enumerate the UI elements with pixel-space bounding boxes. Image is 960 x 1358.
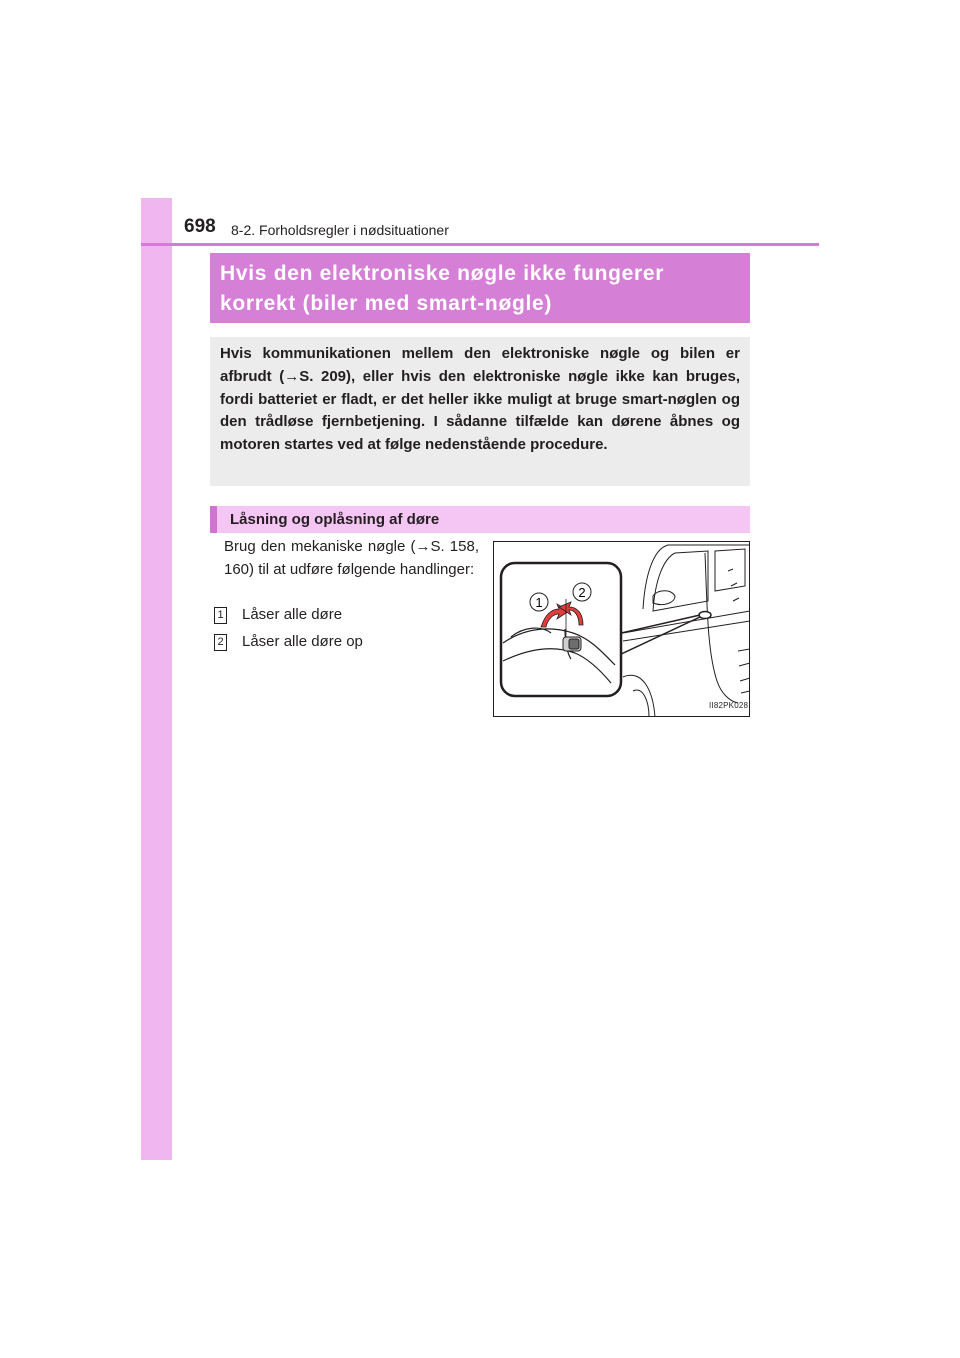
callout-2-label: 2 [578,585,586,600]
body-text-part2: S. 158, 160) til at udføre følgende handlinger: [224,538,479,578]
key-cylinder-icon [563,637,581,651]
page-number: 698 [184,216,216,237]
callout-1-label: 1 [535,595,543,610]
step-text-1: Låser alle døre [242,606,343,623]
step-number-2: 2 [214,634,227,651]
section-title-line2: korrekt (biler med smart-nøgle) [220,292,553,315]
header-rule [141,243,819,246]
section-title-line1: Hvis den elektroniske nøgle ikke fungerer [220,262,665,285]
body-text-part1: Brug den mekaniske nøgle ( [224,538,416,555]
intro-text-part2: S. 209), eller hvis den elektroniske nøgle ikke kan bruges, fordi batteriet er fladt, er det heller ikke muligt at bruge smart-nøglen og den trådløse fjernbetjening. I sådanne tilfælde kan dørene åbnes og motoren startes ved at følge nedenstående procedure. [220,367,741,454]
intro-text-part1: Hvis kommunikationen mellem den elektroniske nøgle og bilen er afbrudt ( [220,345,740,385]
intro-arrow-icon: → [284,367,300,385]
chapter-side-tab [141,198,172,1160]
subsection-body [224,535,479,581]
intro-box [210,337,750,486]
figure-code: II82PK028 [709,701,749,710]
subsection-heading: Låsning og oplåsning af døre [210,506,750,533]
step-text-2: Låser alle døre op [242,633,363,650]
step-number-1: 1 [214,607,227,624]
door-lock-illustration [493,541,750,717]
section-title [210,253,750,323]
body-arrow-icon: → [415,538,431,555]
chapter-title: 8-2. Forholdsregler i nødsituationer [231,222,449,238]
